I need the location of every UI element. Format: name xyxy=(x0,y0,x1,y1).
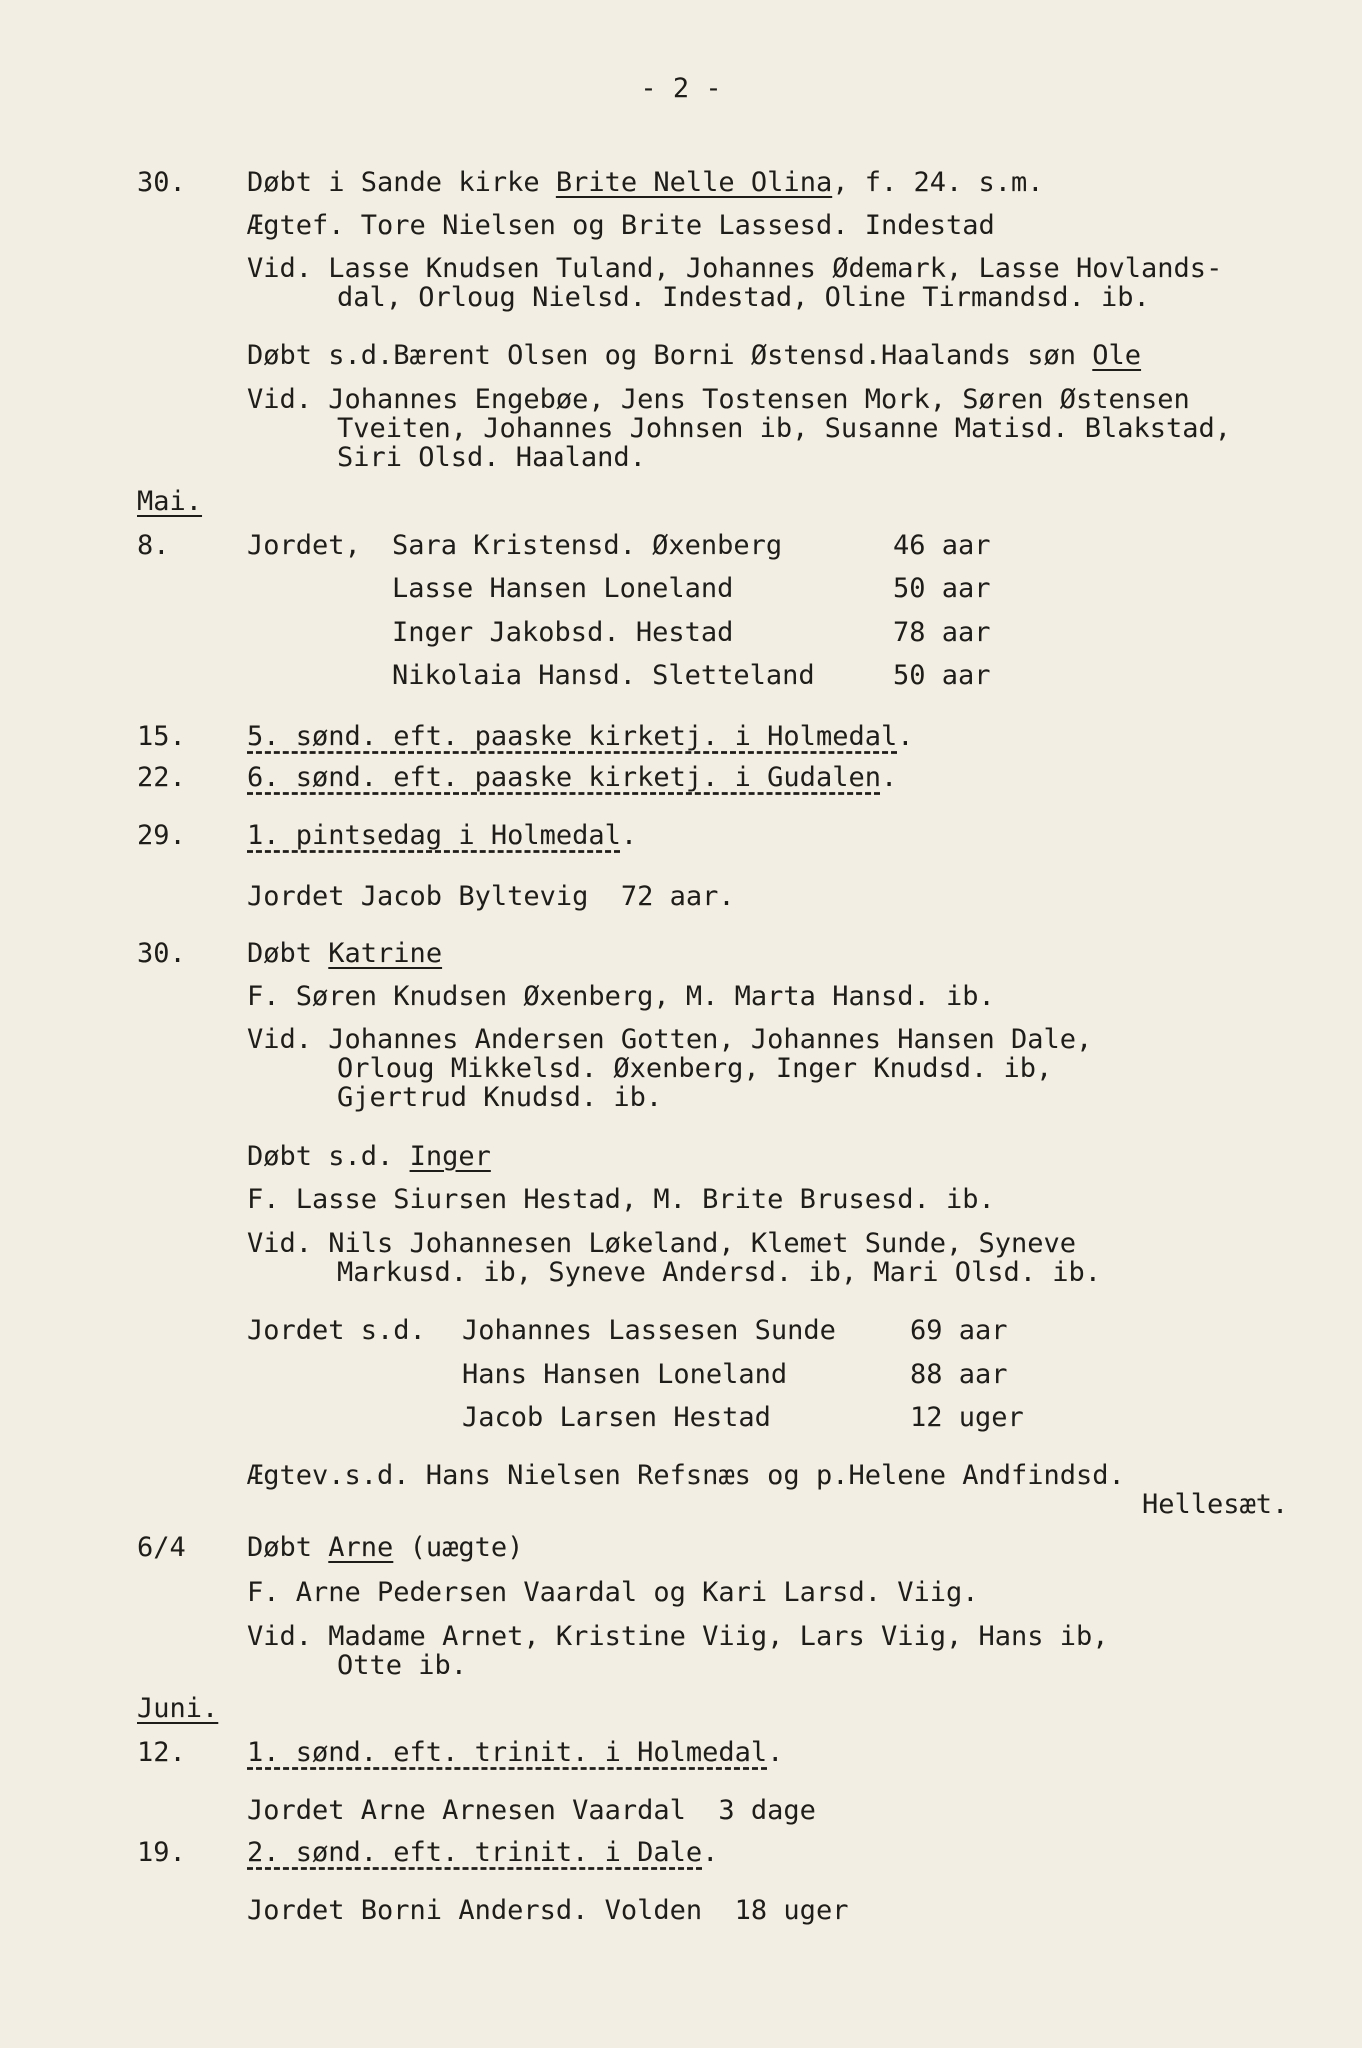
baptism-entry-line: Døbt Katrine xyxy=(247,938,443,969)
baptism-entry-line: Døbt Arne (uægte) xyxy=(247,1532,524,1563)
entry-line: Vid. Lasse Knudsen Tuland, Johannes Ødemark, Lasse Hovlands- xyxy=(247,253,1223,284)
burial-line: Jordet Jacob Byltevig 72 aar. xyxy=(247,881,735,912)
burial-age: 12 uger xyxy=(910,1402,1024,1433)
burial-age: 50 aar xyxy=(893,573,991,604)
burial-name: Nikolaia Hansd. Sletteland xyxy=(392,660,815,691)
baptized-name: Ole xyxy=(1092,340,1142,371)
burial-name: Sara Kristensd. Øxenberg xyxy=(392,530,783,561)
burial-age: 46 aar xyxy=(893,530,991,561)
baptized-name: Inger xyxy=(409,1141,491,1172)
date-label: 15. xyxy=(137,721,186,752)
entry-line: Markusd. ib, Syneve Andersd. ib, Mari Olsd. ib. xyxy=(337,1257,1102,1288)
marriage-line: Hellesæt. xyxy=(1142,1489,1289,1520)
month-label: Juni. xyxy=(137,1693,219,1724)
entry-line: Gjertrud Knudsd. ib. xyxy=(337,1082,663,1113)
baptism-entry-line: Døbt s.d. Inger xyxy=(247,1141,491,1172)
date-label: 12. xyxy=(137,1737,186,1768)
burial-name: Lasse Hansen Loneland xyxy=(392,573,734,604)
burial-age: 50 aar xyxy=(893,660,991,691)
baptized-name: Brite Nelle Olina xyxy=(555,167,833,198)
burial-line: Jordet Borni Andersd. Volden 18 uger xyxy=(247,1895,849,1926)
entry-line: Siri Olsd. Haaland. xyxy=(337,442,646,473)
baptized-name: Katrine xyxy=(328,938,443,969)
service-line: 5. sønd. eft. paaske kirketj. i Holmedal. xyxy=(247,721,914,752)
entry-line: F. Arne Pedersen Vaardal og Kari Larsd. Viig. xyxy=(247,1577,979,1608)
burial-age: 88 aar xyxy=(910,1359,1008,1390)
entry-line: Vid. Nils Johannesen Løkeland, Klemet Sunde, Syneve xyxy=(247,1228,1077,1259)
burial-label: Jordet, xyxy=(247,530,361,561)
baptism-entry-line: Døbt s.d.Bærent Olsen og Borni Østensd.Haalands søn Ole xyxy=(247,340,1142,371)
entry-line: Vid. Johannes Andersen Gotten, Johannes Hansen Dale, xyxy=(247,1024,1093,1055)
service-line: 1. sønd. eft. trinit. i Holmedal. xyxy=(247,1737,784,1768)
entry-line: F. Lasse Siursen Hestad, M. Brite Brusesd. ib. xyxy=(247,1184,995,1215)
entry-line: Ægtef. Tore Nielsen og Brite Lassesd. Indestad xyxy=(247,210,995,241)
date-label: 19. xyxy=(137,1837,186,1868)
entry-line: Vid. Johannes Engebøe, Jens Tostensen Mork, Søren Østensen xyxy=(247,384,1190,415)
service-line: 2. sønd. eft. trinit. i Dale. xyxy=(247,1837,719,1868)
entry-line: Otte ib. xyxy=(337,1650,468,1681)
burial-line: Jordet Arne Arnesen Vaardal 3 dage xyxy=(247,1795,816,1826)
burial-name: Johannes Lassesen Sunde xyxy=(462,1315,836,1346)
date-label: 29. xyxy=(137,820,186,851)
date-label: 8. xyxy=(137,530,170,561)
entry-line: Tveiten, Johannes Johnsen ib, Susanne Matisd. Blakstad, xyxy=(337,413,1232,444)
marriage-line: Ægtev.s.d. Hans Nielsen Refsnæs og p.Helene Andfindsd. xyxy=(247,1460,1125,1491)
date-label: 6/4 xyxy=(137,1532,186,1563)
baptism-entry-line: Døbt i Sande kirke Brite Nelle Olina, f. 24. s.m. xyxy=(247,167,1044,198)
date-label: 22. xyxy=(137,762,186,793)
entry-line: F. Søren Knudsen Øxenberg, M. Marta Hansd. ib. xyxy=(247,981,995,1012)
burial-age: 69 aar xyxy=(910,1315,1008,1346)
entry-line: Orloug Mikkelsd. Øxenberg, Inger Knudsd. ib, xyxy=(337,1053,1053,1084)
burial-name: Inger Jakobsd. Hestad xyxy=(392,617,734,648)
burial-label: Jordet s.d. xyxy=(247,1315,426,1346)
burial-age: 78 aar xyxy=(893,617,991,648)
date-label: 30. xyxy=(137,167,186,198)
month-label: Mai. xyxy=(137,486,203,517)
burial-name: Jacob Larsen Hestad xyxy=(462,1402,771,1433)
page-number: - 2 - xyxy=(640,73,722,104)
service-line: 6. sønd. eft. paaske kirketj. i Gudalen. xyxy=(247,762,898,793)
date-label: 30. xyxy=(137,938,186,969)
burial-name: Hans Hansen Loneland xyxy=(462,1359,788,1390)
entry-line: Vid. Madame Arnet, Kristine Viig, Lars Viig, Hans ib, xyxy=(247,1621,1109,1652)
service-line: 1. pintsedag i Holmedal. xyxy=(247,820,638,851)
entry-line: dal, Orloug Nielsd. Indestad, Oline Tirmandsd. ib. xyxy=(337,282,1150,313)
baptized-name: Arne xyxy=(328,1532,394,1563)
